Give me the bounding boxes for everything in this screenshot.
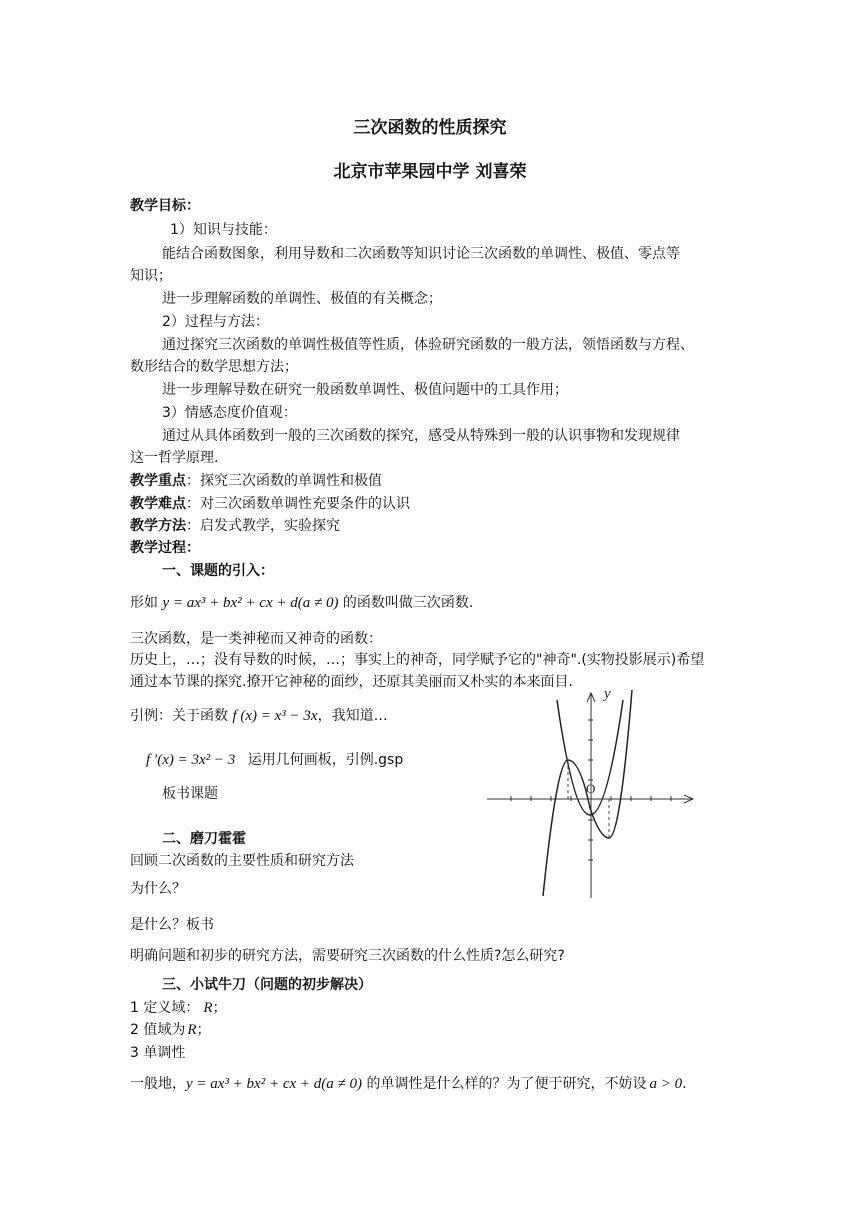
monotonicity-prefix: 一般地， bbox=[130, 1076, 186, 1092]
item-range-end: ； bbox=[196, 1022, 211, 1038]
example-formula: f (x) = x³ − 3x bbox=[232, 708, 318, 724]
teaching-method-label: 教学方法 bbox=[130, 518, 186, 534]
key-points-text: ：探究三次函数的单调性和极值 bbox=[186, 473, 382, 489]
section-3-heading: 三、小试牛刀（问题的初步解决） bbox=[162, 977, 372, 993]
cubic-definition-suffix: 的函数叫做三次函数. bbox=[342, 595, 474, 611]
knowledge-text-2: 进一步理解函数的单调性、极值的有关概念； bbox=[162, 291, 442, 307]
teaching-method-text: ：启发式教学，实验探究 bbox=[186, 518, 340, 534]
cubic-definition-prefix: 形如 bbox=[130, 595, 158, 611]
item-domain bbox=[130, 998, 227, 1018]
page-title: 三次函数的性质探究 bbox=[353, 118, 507, 138]
y-axis-label: y bbox=[604, 686, 611, 702]
teaching-process-colon: ： bbox=[186, 540, 200, 556]
teaching-process bbox=[130, 538, 200, 558]
origin-label: O bbox=[586, 781, 596, 796]
process-method-text-1a: 通过探究三次函数的单调性极值等性质，体验研究函数的一般方法，领悟函数与方程、 bbox=[162, 337, 694, 353]
derivative-formula: f ′(x) = 3x² − 3 bbox=[146, 752, 236, 768]
difficult-points bbox=[130, 494, 410, 514]
intro-paragraph-2a: 历史上，…；没有导数的时候，…；事实上的神奇，同学赋予它的"神奇".(实物投影展示)希望 bbox=[130, 652, 705, 668]
knowledge-heading: 1）知识与技能： bbox=[170, 222, 277, 238]
section-1-heading: 一、课题的引入： bbox=[162, 563, 274, 579]
monotonicity-formula: y = ax³ + bx² + cx + d(a ≠ 0) bbox=[186, 1076, 362, 1092]
section-2-para-3: 是什么？板书 bbox=[130, 917, 214, 933]
cubic-graph bbox=[485, 685, 700, 900]
example-line bbox=[130, 706, 388, 726]
item-monotonicity: 3 单调性 bbox=[130, 1045, 186, 1061]
section-2-para-2: 为什么？ bbox=[130, 881, 186, 897]
section-2-para-4: 明确问题和初步的研究方法，需要研究三次函数的什么性质?怎么研究? bbox=[130, 948, 565, 964]
intro-paragraph-1: 三次函数，是一类神秘而又神奇的函数： bbox=[130, 631, 382, 647]
monotonicity-end: . bbox=[682, 1076, 687, 1092]
item-domain-var: R bbox=[203, 1000, 213, 1016]
key-points bbox=[130, 471, 382, 491]
emotion-heading: 3）情感态度价值观： bbox=[162, 405, 297, 421]
example-prefix: 引例：关于函数 bbox=[130, 708, 228, 724]
example-suffix: ，我知道… bbox=[317, 708, 388, 724]
board-title-note: 板书课题 bbox=[162, 786, 218, 802]
goals-heading: 教学目标： bbox=[130, 198, 200, 214]
derivative-line bbox=[146, 750, 403, 770]
emotion-text-b: 这一哲学原理. bbox=[130, 450, 219, 466]
derivative-parabola bbox=[557, 700, 623, 815]
process-method-text-1b: 数形结合的数学思想方法； bbox=[130, 359, 298, 375]
x-axis bbox=[487, 795, 693, 803]
item-range-label: 2 值域为 bbox=[130, 1022, 186, 1038]
cubic-definition bbox=[130, 593, 473, 613]
item-domain-end: ； bbox=[212, 1000, 227, 1016]
monotonicity-mid: 的单调性是什么样的？为了便于研究，不妨设 bbox=[366, 1076, 647, 1092]
monotonicity-question bbox=[130, 1074, 687, 1094]
item-range bbox=[130, 1020, 211, 1040]
cubic-formula: y = ax³ + bx² + cx + d(a ≠ 0) bbox=[162, 595, 339, 611]
key-points-label: 教学重点 bbox=[130, 473, 186, 489]
section-2-para-1: 回顾二次函数的主要性质和研究方法 bbox=[130, 853, 354, 869]
teaching-process-label: 教学过程 bbox=[130, 540, 186, 556]
emotion-text-a: 通过从具体函数到一般的三次函数的探究，感受从特殊到一般的认识事物和发现规律 bbox=[162, 428, 680, 444]
difficult-points-label: 教学难点 bbox=[130, 496, 186, 512]
monotonicity-condition: a > 0 bbox=[649, 1076, 683, 1092]
process-method-text-2: 进一步理解导数在研究一般函数单调性、极值问题中的工具作用； bbox=[162, 382, 568, 398]
section-2-heading: 二、磨刀霍霍 bbox=[162, 831, 246, 847]
knowledge-text-1a: 能结合函数图象，利用导数和二次函数等知识讨论三次函数的单调性、极值、零点等 bbox=[162, 246, 680, 262]
derivative-note: 运用几何画板，引例.gsp bbox=[247, 752, 404, 768]
item-domain-label: 1 定义域： bbox=[130, 1000, 200, 1016]
difficult-points-text: ：对三次函数单调性充要条件的认识 bbox=[186, 496, 410, 512]
item-range-var: R bbox=[187, 1022, 197, 1038]
knowledge-text-1b: 知识； bbox=[130, 268, 172, 284]
teaching-method bbox=[130, 516, 340, 536]
intro-paragraph-2b: 通过本节课的探究.撩开它神秘的面纱，还原其美丽而又朴实的本来面目. bbox=[130, 674, 573, 690]
author-line: 北京市苹果园中学 刘喜荣 bbox=[333, 162, 527, 182]
process-method-heading: 2）过程与方法： bbox=[162, 314, 269, 330]
